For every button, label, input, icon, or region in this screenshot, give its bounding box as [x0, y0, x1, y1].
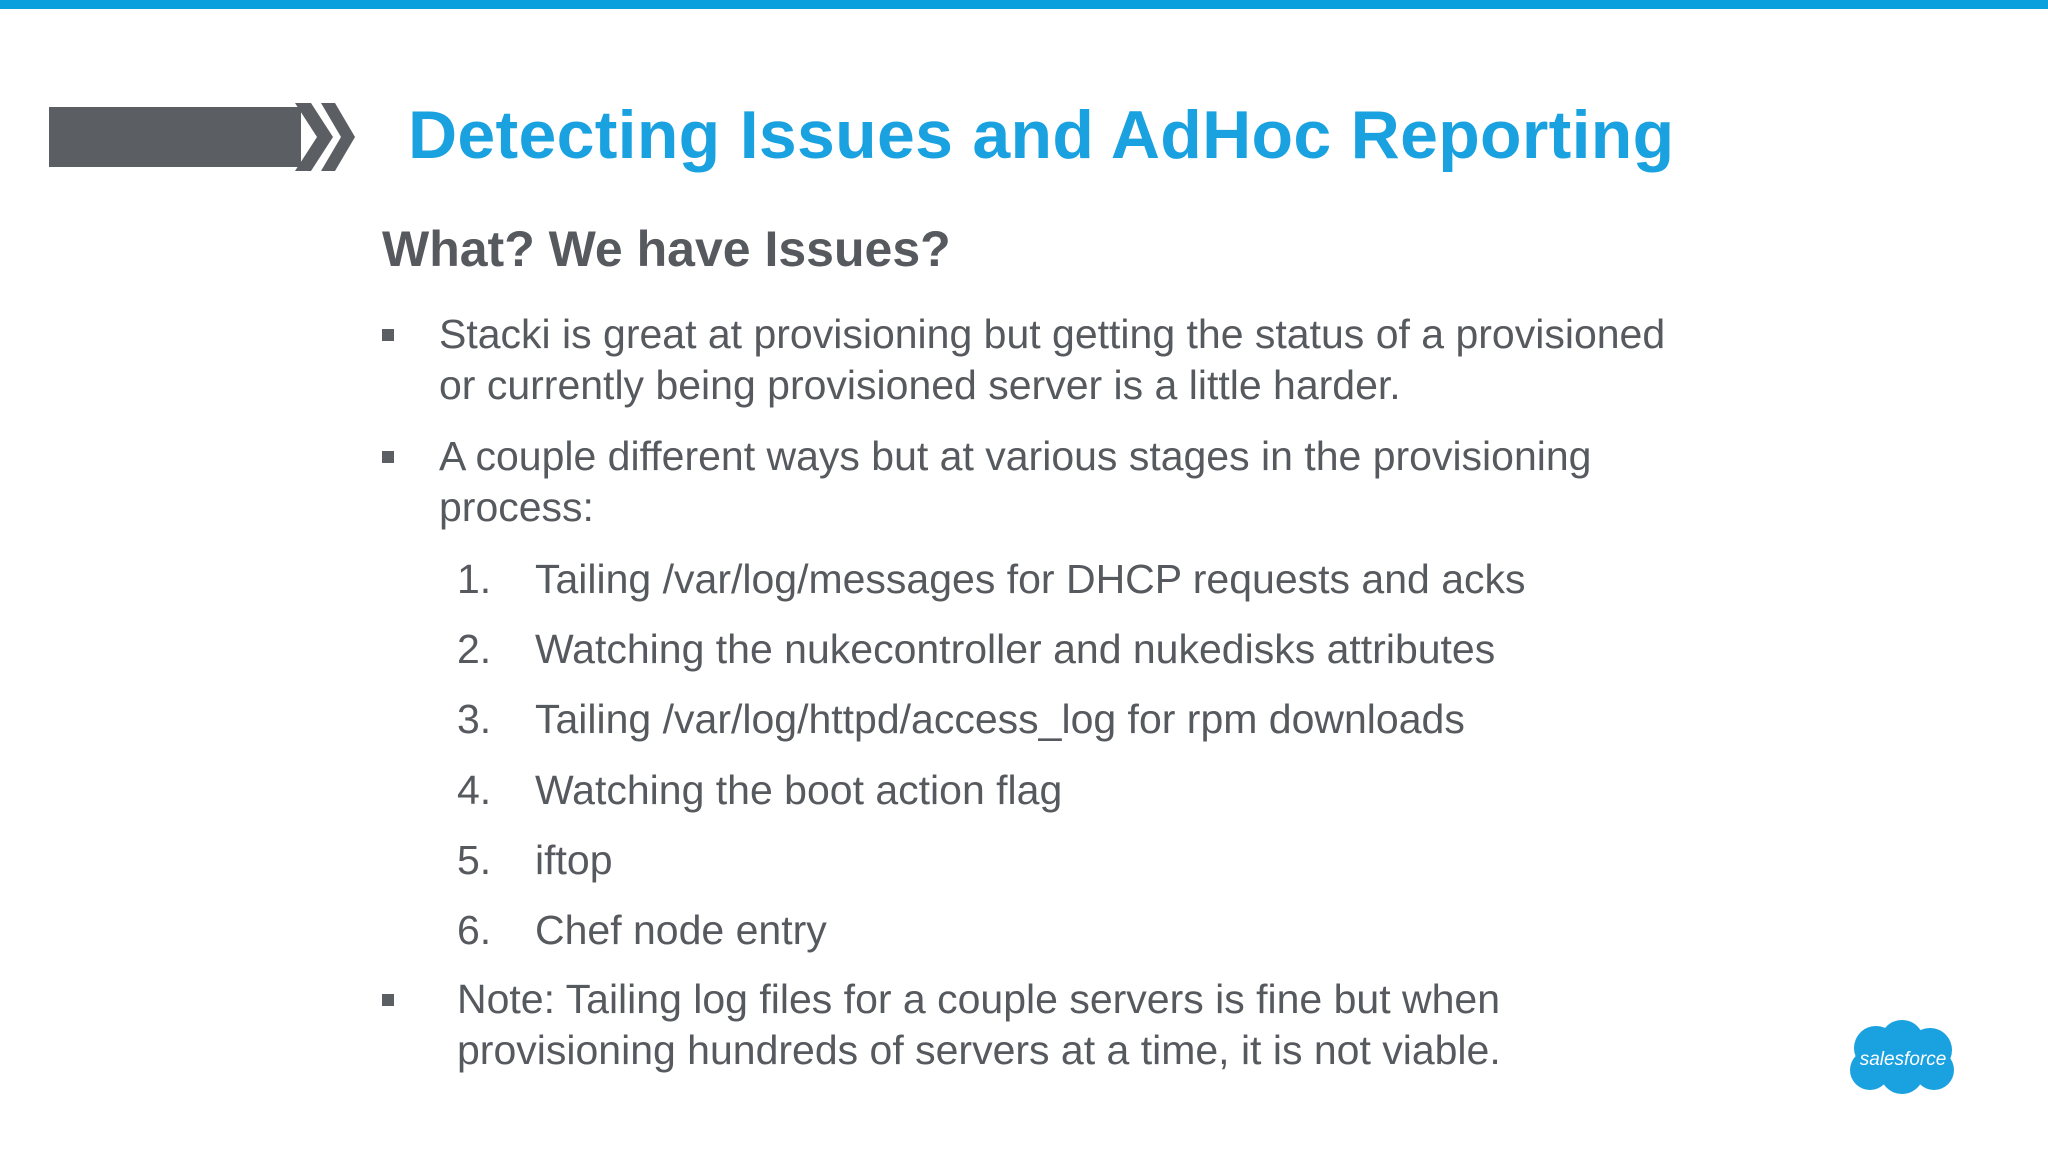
bullet-line: A couple different ways but at various stages in the provisioning	[439, 433, 1592, 479]
list-number: 1.	[457, 556, 492, 602]
bullet-line: or currently being provisioned server is a little harder.	[439, 362, 1401, 408]
list-item: Chef node entry	[535, 907, 827, 953]
list-item: iftop	[535, 837, 613, 883]
note-line: provisioning hundreds of servers at a time, it is not viable.	[457, 1027, 1501, 1073]
note-item	[457, 974, 1501, 1076]
list-number: 2.	[457, 626, 492, 672]
bullet-item	[439, 309, 1665, 411]
bullet-line: Stacki is great at provisioning but getting the status of a provisioned	[439, 311, 1666, 357]
list-item: Tailing /var/log/messages for DHCP requests and acks	[535, 556, 1526, 602]
list-item: Watching the boot action flag	[535, 767, 1063, 813]
slide-title: Detecting Issues and AdHoc Reporting	[408, 97, 1675, 173]
bullet-marker	[382, 451, 394, 463]
logo-text: salesforce	[1859, 1049, 1947, 1070]
list-number: 3.	[457, 696, 492, 742]
list-number: 6.	[457, 907, 492, 953]
header-arrow-icon	[49, 103, 355, 171]
bullet-marker	[382, 994, 394, 1006]
bullet-line: process:	[439, 484, 594, 530]
note-line: Note: Tailing log files for a couple servers is fine but when	[457, 976, 1501, 1022]
bullet-item	[439, 431, 1591, 533]
bullet-marker	[382, 329, 394, 341]
list-number: 5.	[457, 837, 492, 883]
list-number: 4.	[457, 767, 492, 813]
slide-subtitle: What? We have Issues?	[382, 221, 951, 277]
salesforce-logo	[1846, 1018, 1960, 1098]
top-accent-bar	[0, 0, 2048, 9]
list-item: Watching the nukecontroller and nukedisks attributes	[535, 626, 1496, 672]
list-item: Tailing /var/log/httpd/access_log for rpm downloads	[535, 696, 1465, 742]
